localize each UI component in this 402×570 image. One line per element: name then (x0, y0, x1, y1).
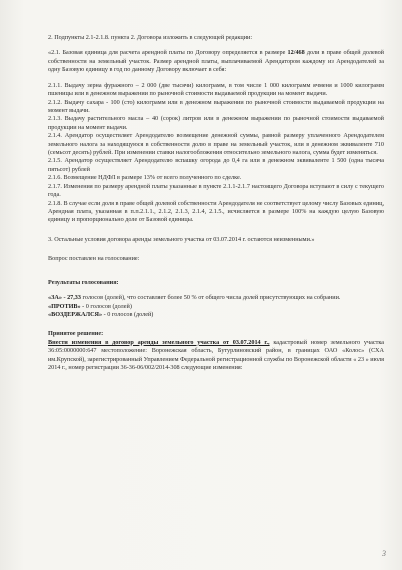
vote-put-statement: Вопрос поставлен на голосование: (48, 255, 140, 263)
vote-vozd (48, 311, 384, 319)
decision-title: Принятое решение: (48, 330, 104, 338)
decision-rest: кадастровый номер земельного участка 36:05:0000000:647 местоположение: Воронежская область, Бутурлиновский район, в границах ОАО «Колос» (СХА им.Крупской), зарегистрированный Управлением Федеральной регистрационной службы по Воронежской области « 23 » июля 2014 г., номер регистрации 36-36-06/002/2014-308 следующие изменения: (48, 338, 384, 372)
vote-vozd-text: - 0 голосов (долей) (102, 310, 154, 318)
item2-quote-intro-post: доли в праве общей долевой собственности на земельный участок. Размер арендной платы, выплачиваемой Арендатором каждому из Арендодателей за одну Базовую единицу в год по данному Договору включает в себя: (48, 49, 384, 74)
vote-vozd-label: «ВОЗДЕРЖАЛСЯ» (48, 310, 103, 318)
vote-protiv-label: «ПРОТИВ» (48, 302, 81, 310)
results-title: Результаты голосования: (48, 278, 119, 286)
item2-heading: 2. Подпункты 2.1-2.1.8. пункта 2. Договора изложить в следующей редакции: (48, 34, 253, 41)
decision-text (48, 339, 384, 373)
vote-za-label: «ЗА» - 27,33 (48, 294, 81, 302)
item2-quote-intro-pre: «2.1. Базовая единица для расчета арендной платы по Договору определяется в размере (48, 49, 288, 57)
vote-protiv (48, 303, 384, 311)
item3: 3. Остальные условия договора аренды земельного участка от 03.07.2014 г. остаются неизменными.» (48, 235, 315, 243)
vote-za-text: голосов (долей), что составляет более 50 % от общего числа долей присутствующих на собрании. (81, 294, 341, 302)
base-unit-fraction: 12/468 (287, 49, 305, 57)
vote-za (48, 294, 384, 302)
clause-2-1-6: 2.1.6. Возмещение НДФЛ в размере 13% от всего полученного по сделке. (48, 174, 242, 182)
clause-2-1-4: 2.1.4. Арендатор осуществляет Арендодателю возмещение денежной суммы, равной размеру уплаченного Арендодателем земельного налога за находящуюся в собственности долю в праве на земельный участок, или в денежном эквиваленте 710 (семьсот десять) рублей. При изменении ставки налогообложения относительно земельного налога, сумма будет изменяться. (48, 132, 384, 157)
vote-protiv-text: - 0 голосов (долей) (80, 302, 132, 310)
clause-2-1-5: 2.1.5. Арендатор осуществляет Арендодателю вспашку огорода до 0,4 га или в денежном эквиваленте 1 500 (одна тысяча пятьсот) рублей (48, 157, 384, 173)
decision-underlined: Внести изменения в договор аренды земельного участка от 03.07.2014 г., (48, 338, 270, 346)
clause-2-1-7: 2.1.7. Изменения по размеру арендной платы указанные в пункте 2.1.1-2.1.7 настоящего Договора вступают в силу с текущего года. (48, 182, 384, 199)
clause-2-1-3: 2.1.3. Выдачу растительного масла – 40 (сорок) литров или в денежном выражении по рыночной стоимости выдаваемой продукции на момент выдачи. (48, 115, 384, 131)
clause-2-1-1: 2.1.1. Выдачу зерна фуражного – 2 000 (две тысячи) килограмм, в том числе 1 000 килограмм ячменя и 1000 килограмм пшеницы или в денежном выражении по рыночной стоимости выдаваемой продукции на момент выдачи. (48, 81, 384, 98)
page-number: 3 (382, 549, 386, 558)
clause-2-1-2: 2.1.2. Выдачу сахара - 100 (сто) килограмм или в денежном выражении по рыночной стоимости выдаваемой продукции на момент выдачи. (48, 98, 384, 114)
item2-quote-intro (48, 49, 384, 74)
clause-2-1-8: 2.1.8. В случае если доля в праве общей долевой собственности Арендодателя не соответствует целому числу Базовых единиц, Арендная плата, указанная в п.п.2.1.1., 2.1.2, 2.1.3, 2.1.4, 2.1.5., исчисляется в размере 100% на каждую целую Базовую единицу и пропорционально доле от Базовой единицы. (48, 199, 384, 224)
document-body (20, 34, 384, 373)
